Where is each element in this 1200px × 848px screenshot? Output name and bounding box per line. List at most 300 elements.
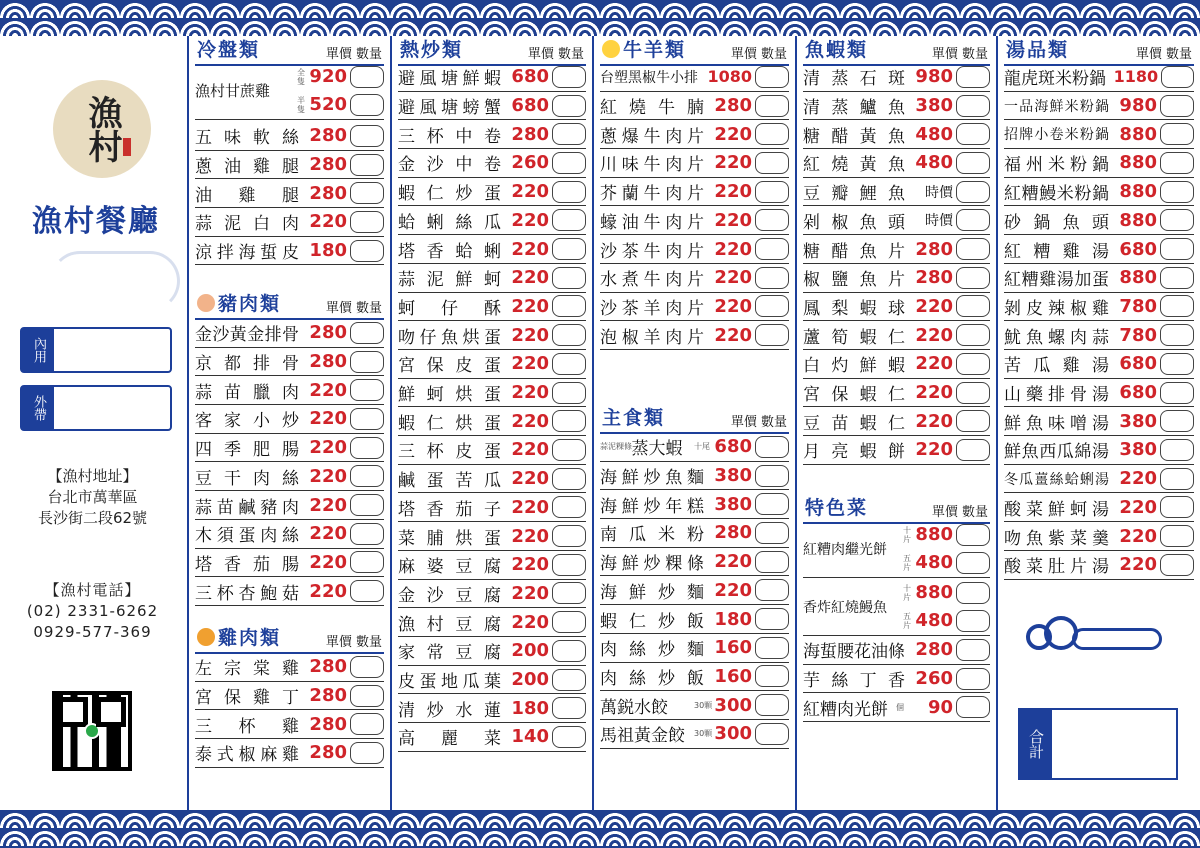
quantity-input[interactable] xyxy=(956,238,990,260)
menu-item-name xyxy=(398,237,505,262)
menu-item-row xyxy=(398,379,586,408)
quantity-input[interactable] xyxy=(552,669,586,691)
quantity-input[interactable] xyxy=(552,525,586,547)
shop-name: 漁村餐廳 xyxy=(32,204,160,239)
menu-item-price: 220 xyxy=(511,209,549,231)
menu-item-name xyxy=(1004,96,1113,116)
menu-item-name-text: 酸菜鮮蚵湯 xyxy=(1004,499,1109,520)
menu-item-name xyxy=(803,122,909,147)
quantity-input[interactable] xyxy=(755,551,789,573)
menu-item-row xyxy=(803,293,990,322)
menu-column-2 xyxy=(390,36,592,810)
menu-item-row xyxy=(1004,379,1194,408)
quantity-input[interactable] xyxy=(755,493,789,515)
quantity-input[interactable] xyxy=(350,494,384,516)
qty-label: 數量 xyxy=(760,415,787,430)
menu-item-price: 880 xyxy=(1119,152,1157,174)
section-header xyxy=(797,36,996,62)
menu-item-name-text: 海鮮炒麵 xyxy=(600,582,704,603)
menu-item-price: 220 xyxy=(1119,496,1157,518)
menu-item-name-text: 豆苗蝦仁 xyxy=(803,413,905,434)
quantity-input[interactable] xyxy=(956,382,990,404)
menu-item-name-text: 京都排骨 xyxy=(195,354,299,375)
quantity-input[interactable] xyxy=(552,66,586,88)
menu-item-row xyxy=(1004,207,1194,236)
menu-item-name xyxy=(398,323,505,348)
price-option-unit: 十片 xyxy=(903,525,911,544)
section-title xyxy=(1006,35,1136,62)
quantity-input[interactable] xyxy=(350,713,384,735)
menu-item-price: 220 xyxy=(714,181,752,203)
quantity-input[interactable] xyxy=(350,154,384,176)
menu-item-price: 220 xyxy=(714,324,752,346)
menu-item-row xyxy=(195,653,384,682)
menu-item-name-text: 泡椒羊肉片 xyxy=(600,327,704,348)
quantity-input[interactable] xyxy=(1160,209,1194,231)
quantity-input[interactable] xyxy=(552,640,586,662)
menu-item-price: 220 xyxy=(511,353,549,375)
quantity-input[interactable] xyxy=(552,353,586,375)
menu-item-row xyxy=(600,720,789,749)
menu-item-name-text: 宮保蝦仁 xyxy=(803,385,905,406)
menu-column-1 xyxy=(187,36,390,810)
section-title-text: 牛羊類 xyxy=(623,39,687,61)
column-labels xyxy=(932,43,996,62)
menu-item-name-text: 川味牛肉片 xyxy=(600,155,704,176)
menu-item-name xyxy=(600,721,713,747)
menu-item-name xyxy=(398,724,505,749)
menu-item-price: 480 xyxy=(915,123,953,145)
menu-item-name xyxy=(195,435,303,460)
menu-item-name xyxy=(398,524,505,549)
price-options xyxy=(295,66,384,116)
quantity-input[interactable] xyxy=(552,123,586,145)
menu-item-name-text: 龍虎斑米粉鍋 xyxy=(1004,69,1106,90)
quantity-input[interactable] xyxy=(350,685,384,707)
menu-item-price: 220 xyxy=(915,353,953,375)
quantity-input[interactable] xyxy=(755,295,789,317)
menu-item-name-text: 避風塘鮮蝦 xyxy=(398,69,501,90)
quantity-input[interactable] xyxy=(350,125,384,147)
quantity-input[interactable] xyxy=(755,324,789,346)
menu-item-row xyxy=(398,436,586,465)
menu-item-row xyxy=(195,319,384,348)
quantity-input[interactable] xyxy=(552,209,586,231)
quantity-input[interactable] xyxy=(552,468,586,490)
menu-item-price: 200 xyxy=(511,669,549,691)
quantity-input[interactable] xyxy=(1160,238,1194,260)
quantity-input[interactable] xyxy=(755,152,789,174)
quantity-input[interactable] xyxy=(552,726,586,748)
menu-item-name-text: 萬鋭水餃 xyxy=(600,697,668,718)
menu-item-name xyxy=(195,349,303,374)
menu-item-row xyxy=(195,463,384,492)
menu-item-row xyxy=(1004,494,1194,523)
quantity-input[interactable] xyxy=(956,552,990,574)
quantity-input[interactable] xyxy=(956,524,990,546)
menu-item-price: 280 xyxy=(309,713,347,735)
quantity-input[interactable] xyxy=(755,267,789,289)
menu-item-row xyxy=(803,665,990,694)
quantity-input[interactable] xyxy=(755,637,789,659)
menu-item-name-text: 芥蘭牛肉片 xyxy=(600,184,704,205)
menu-item-row xyxy=(398,551,586,580)
column-labels xyxy=(731,411,795,430)
quantity-input[interactable] xyxy=(1160,468,1194,490)
menu-item-name xyxy=(398,150,505,175)
menu-item-row xyxy=(803,407,990,436)
address-block xyxy=(0,466,185,529)
menu-item-name xyxy=(1004,265,1113,290)
total-field[interactable] xyxy=(1018,708,1178,780)
menu-item-name xyxy=(803,294,909,319)
menu-item-name-text: 鮮魚西瓜綿湯 xyxy=(1004,442,1109,463)
qty-label: 數量 xyxy=(961,47,988,62)
menu-item-row xyxy=(398,235,586,264)
menu-item-name-text: 蠔油牛肉片 xyxy=(600,212,704,233)
menu-item-name xyxy=(1004,380,1113,405)
quantity-input[interactable] xyxy=(755,522,789,544)
section-header xyxy=(189,624,390,650)
section-title xyxy=(805,35,932,62)
quantity-input[interactable] xyxy=(956,152,990,174)
quantity-input[interactable] xyxy=(552,181,586,203)
menu-item-name xyxy=(195,181,303,206)
menu-item-row xyxy=(600,691,789,720)
menu-item-price: 300 xyxy=(714,723,752,745)
column-labels xyxy=(731,43,795,62)
phone-1: (02) 2331-6262 xyxy=(26,602,159,620)
menu-item-name-text: 糖醋魚片 xyxy=(803,241,905,262)
menu-item-row xyxy=(1004,293,1194,322)
quantity-input[interactable] xyxy=(755,436,789,458)
menu-item-price: 220 xyxy=(511,554,549,576)
menu-item-row xyxy=(803,63,990,92)
quantity-input[interactable] xyxy=(956,324,990,346)
menu-column-3 xyxy=(592,36,795,810)
menu-item-row xyxy=(1004,264,1194,293)
quantity-input[interactable] xyxy=(755,95,789,117)
menu-item-name xyxy=(803,637,909,662)
menu-item-name-text: 三 杯 雞 xyxy=(195,716,299,737)
menu-item-row xyxy=(600,577,789,606)
menu-item-name-text: 客家小炒 xyxy=(195,411,299,432)
menu-item-row xyxy=(600,321,789,350)
quantity-input[interactable] xyxy=(350,465,384,487)
quantity-input[interactable] xyxy=(755,66,789,88)
menu-item-price: 時價 xyxy=(925,184,953,201)
menu-item-price: 時價 xyxy=(925,213,953,230)
menu-item-price: 280 xyxy=(714,95,752,117)
quantity-input[interactable] xyxy=(350,580,384,602)
menu-item-name xyxy=(195,209,303,234)
quantity-input[interactable] xyxy=(956,209,990,231)
menu-item-row xyxy=(398,350,586,379)
menu-item-row xyxy=(600,490,789,519)
quantity-input[interactable] xyxy=(350,182,384,204)
quantity-input[interactable] xyxy=(1160,123,1194,145)
menu-item-name xyxy=(1004,237,1113,262)
menu-item-price: 220 xyxy=(511,410,549,432)
menu-item-price: 780 xyxy=(1119,324,1157,346)
quantity-input[interactable] xyxy=(350,551,384,573)
quantity-input[interactable] xyxy=(956,123,990,145)
qr-code-icon[interactable] xyxy=(52,691,132,771)
quantity-input[interactable] xyxy=(755,665,789,687)
menu-item-name xyxy=(195,683,303,708)
menu-item-price: 1180 xyxy=(1113,67,1159,87)
menu-item-name-text: 清蒸鱸魚 xyxy=(803,98,905,119)
quantity-input[interactable] xyxy=(755,608,789,630)
quantity-input[interactable] xyxy=(956,410,990,432)
menu-item-name xyxy=(398,64,505,89)
menu-item-row xyxy=(398,264,586,293)
menu-item-name-text: 清炒水蓮 xyxy=(398,700,501,721)
menu-item-row xyxy=(600,548,789,577)
quantity-input[interactable] xyxy=(1160,295,1194,317)
menu-item-name-text: 山藥排骨湯 xyxy=(1004,385,1109,406)
menu-item-name-text: 砂鍋魚頭 xyxy=(1004,212,1109,233)
section-title xyxy=(805,493,932,520)
quantity-input[interactable] xyxy=(956,267,990,289)
menu-item-row xyxy=(1004,350,1194,379)
section-title-text: 主食類 xyxy=(602,407,666,429)
menu-item-price: 680 xyxy=(1119,353,1157,375)
quantity-input[interactable] xyxy=(1160,439,1194,461)
menu-item-row xyxy=(803,436,990,465)
price-option xyxy=(901,524,990,546)
quantity-input[interactable] xyxy=(956,610,990,632)
quantity-input[interactable] xyxy=(956,696,990,718)
menu-item-name xyxy=(600,323,708,348)
menu-item-name-text: 塔香茄子 xyxy=(398,499,501,520)
quantity-input[interactable] xyxy=(956,181,990,203)
menu-item-name-text: 涼拌海蜇皮 xyxy=(195,243,299,264)
menu-item-row xyxy=(600,293,789,322)
quantity-input[interactable] xyxy=(552,267,586,289)
menu-item-row xyxy=(398,178,586,207)
menu-item-name-text: 塔香蛤蜊 xyxy=(398,241,501,262)
qty-label: 數量 xyxy=(355,635,382,650)
quantity-input[interactable] xyxy=(755,123,789,145)
quantity-input[interactable] xyxy=(755,209,789,231)
quantity-input[interactable] xyxy=(1160,353,1194,375)
quantity-input[interactable] xyxy=(350,656,384,678)
takeout-label: 外帶 xyxy=(22,387,54,429)
price-option xyxy=(295,94,384,116)
menu-item-name-text: 酸菜肚片湯 xyxy=(1004,557,1109,578)
menu-item-row xyxy=(803,92,990,121)
menu-item-row xyxy=(398,608,586,637)
menu-item-price: 180 xyxy=(309,240,347,262)
quantity-input[interactable] xyxy=(552,238,586,260)
menu-item-name xyxy=(398,122,505,147)
quantity-input[interactable] xyxy=(1160,554,1194,576)
menu-item-name xyxy=(803,695,909,720)
quantity-input[interactable] xyxy=(1160,267,1194,289)
quantity-input[interactable] xyxy=(755,723,789,745)
menu-column-4 xyxy=(795,36,996,810)
quantity-input[interactable] xyxy=(956,639,990,661)
quantity-input[interactable] xyxy=(755,579,789,601)
menu-item-price: 220 xyxy=(309,437,347,459)
quantity-input[interactable] xyxy=(552,324,586,346)
takeout-field[interactable] xyxy=(20,385,172,431)
column-labels xyxy=(326,43,390,62)
menu-item-name xyxy=(398,466,505,491)
quantity-input[interactable] xyxy=(956,668,990,690)
price-label: 單價 xyxy=(1135,47,1162,62)
menu-item-price: 160 xyxy=(714,665,752,687)
menu-item-row xyxy=(195,208,384,237)
menu-item-name xyxy=(195,378,303,403)
menu-item-name-text: 金沙黃金排骨 xyxy=(195,325,299,346)
menu-item-row xyxy=(1004,92,1194,121)
menu-item-name xyxy=(1004,469,1113,489)
quantity-input[interactable] xyxy=(350,66,384,88)
menu-item-price: 280 xyxy=(309,742,347,764)
quantity-input[interactable] xyxy=(552,295,586,317)
menu-item-name xyxy=(398,294,505,319)
menu-item-name-text: 白灼鮮蝦 xyxy=(803,356,905,377)
quantity-input[interactable] xyxy=(552,554,586,576)
quantity-input[interactable] xyxy=(552,95,586,117)
quantity-input[interactable] xyxy=(350,322,384,344)
menu-item-name xyxy=(803,179,909,204)
menu-item-price: 280 xyxy=(915,639,953,661)
quantity-input[interactable] xyxy=(956,353,990,375)
menu-item-name xyxy=(803,409,909,434)
menu-item-name xyxy=(195,579,303,604)
price-option-value: 880 xyxy=(915,582,953,603)
menu-item-name xyxy=(1004,351,1113,376)
dine-in-field[interactable] xyxy=(20,327,172,373)
quantity-input[interactable] xyxy=(1160,152,1194,174)
price-label: 單價 xyxy=(325,301,352,316)
menu-item-name-text: 避風塘螃蟹 xyxy=(398,98,501,119)
menu-item-row xyxy=(1004,436,1194,465)
menu-item-name xyxy=(803,237,909,262)
menu-item-row xyxy=(195,376,384,405)
quantity-input[interactable] xyxy=(1160,324,1194,346)
menu-item-name xyxy=(398,93,505,118)
quantity-input[interactable] xyxy=(350,94,384,116)
menu-item-name-text: 清蒸石斑 xyxy=(803,69,905,90)
quantity-input[interactable] xyxy=(755,465,789,487)
quantity-input[interactable] xyxy=(350,211,384,233)
menu-item-price: 220 xyxy=(511,468,549,490)
price-label: 單價 xyxy=(730,415,757,430)
menu-item-name-text: 蔥爆牛肉片 xyxy=(600,126,704,147)
menu-item-row xyxy=(195,710,384,739)
quantity-input[interactable] xyxy=(956,66,990,88)
section-header xyxy=(998,36,1200,62)
menu-item-row xyxy=(1004,149,1194,178)
quantity-input[interactable] xyxy=(956,582,990,604)
quantity-input[interactable] xyxy=(552,410,586,432)
quantity-input[interactable] xyxy=(552,496,586,518)
menu-item-name xyxy=(600,635,708,660)
menu-item-price: 300 xyxy=(714,694,752,716)
section-header xyxy=(189,36,390,62)
menu-item-name xyxy=(1004,294,1113,319)
quantity-input[interactable] xyxy=(1160,496,1194,518)
quantity-input[interactable] xyxy=(1160,410,1194,432)
quantity-input[interactable] xyxy=(956,95,990,117)
logo-seal xyxy=(123,138,131,156)
menu-item-price: 220 xyxy=(309,523,347,545)
quantity-input[interactable] xyxy=(1160,525,1194,547)
column-labels xyxy=(326,631,390,650)
quantity-input[interactable] xyxy=(956,439,990,461)
menu-item-row xyxy=(600,663,789,692)
quantity-input[interactable] xyxy=(350,523,384,545)
quantity-input[interactable] xyxy=(552,697,586,719)
menu-item-name-text: 海鮮炒年糕 xyxy=(600,496,704,517)
quantity-input[interactable] xyxy=(350,437,384,459)
menu-item-name xyxy=(195,123,303,148)
quantity-input[interactable] xyxy=(1160,95,1194,117)
quantity-input[interactable] xyxy=(1160,181,1194,203)
menu-item-row xyxy=(600,462,789,491)
quantity-input[interactable] xyxy=(350,408,384,430)
quantity-input[interactable] xyxy=(755,181,789,203)
section-title-text: 冷盤類 xyxy=(197,39,261,61)
menu-item-name xyxy=(195,464,303,489)
menu-item-price: 380 xyxy=(714,465,752,487)
menu-item-name xyxy=(600,520,708,545)
menu-item-row xyxy=(195,348,384,377)
quantity-input[interactable] xyxy=(1161,66,1194,88)
quantity-input[interactable] xyxy=(350,351,384,373)
menu-item-name-text: 蒸大蝦 xyxy=(631,439,683,460)
menu-item-name-text: 沙茶羊肉片 xyxy=(600,298,704,319)
quantity-input[interactable] xyxy=(552,152,586,174)
quantity-input[interactable] xyxy=(755,238,789,260)
menu-item-price: 880 xyxy=(1119,123,1157,145)
menu-item-price: 180 xyxy=(714,608,752,630)
menu-item-name-text: 木須蛋肉絲 xyxy=(195,526,299,547)
menu-item-row xyxy=(398,637,586,666)
menu-item-row xyxy=(600,605,789,634)
logo xyxy=(53,80,151,178)
quantity-input[interactable] xyxy=(552,611,586,633)
menu-item-name xyxy=(1004,323,1113,348)
menu-item-row xyxy=(195,520,384,549)
quantity-input[interactable] xyxy=(956,295,990,317)
menu-item-row xyxy=(600,519,789,548)
menu-item-price: 220 xyxy=(714,209,752,231)
menu-item-price: 220 xyxy=(511,238,549,260)
menu-item-name xyxy=(398,208,505,233)
quantity-input[interactable] xyxy=(755,694,789,716)
quantity-input[interactable] xyxy=(350,379,384,401)
price-options xyxy=(901,524,990,574)
menu-item-name-text: 菜脯烘蛋 xyxy=(398,528,501,549)
quantity-input[interactable] xyxy=(350,240,384,262)
quantity-input[interactable] xyxy=(552,582,586,604)
menu-item-name-text: 南瓜米粉 xyxy=(600,525,704,546)
menu-item-unit: 十尾 xyxy=(694,442,710,452)
quantity-input[interactable] xyxy=(552,382,586,404)
qty-label: 數量 xyxy=(355,47,382,62)
menu-item-name-text: 蒜泥白肉 xyxy=(195,214,299,235)
quantity-input[interactable] xyxy=(552,439,586,461)
menu-item-price: 220 xyxy=(511,611,549,633)
quantity-input[interactable] xyxy=(1160,382,1194,404)
quantity-input[interactable] xyxy=(350,742,384,764)
menu-item-row xyxy=(195,237,384,266)
